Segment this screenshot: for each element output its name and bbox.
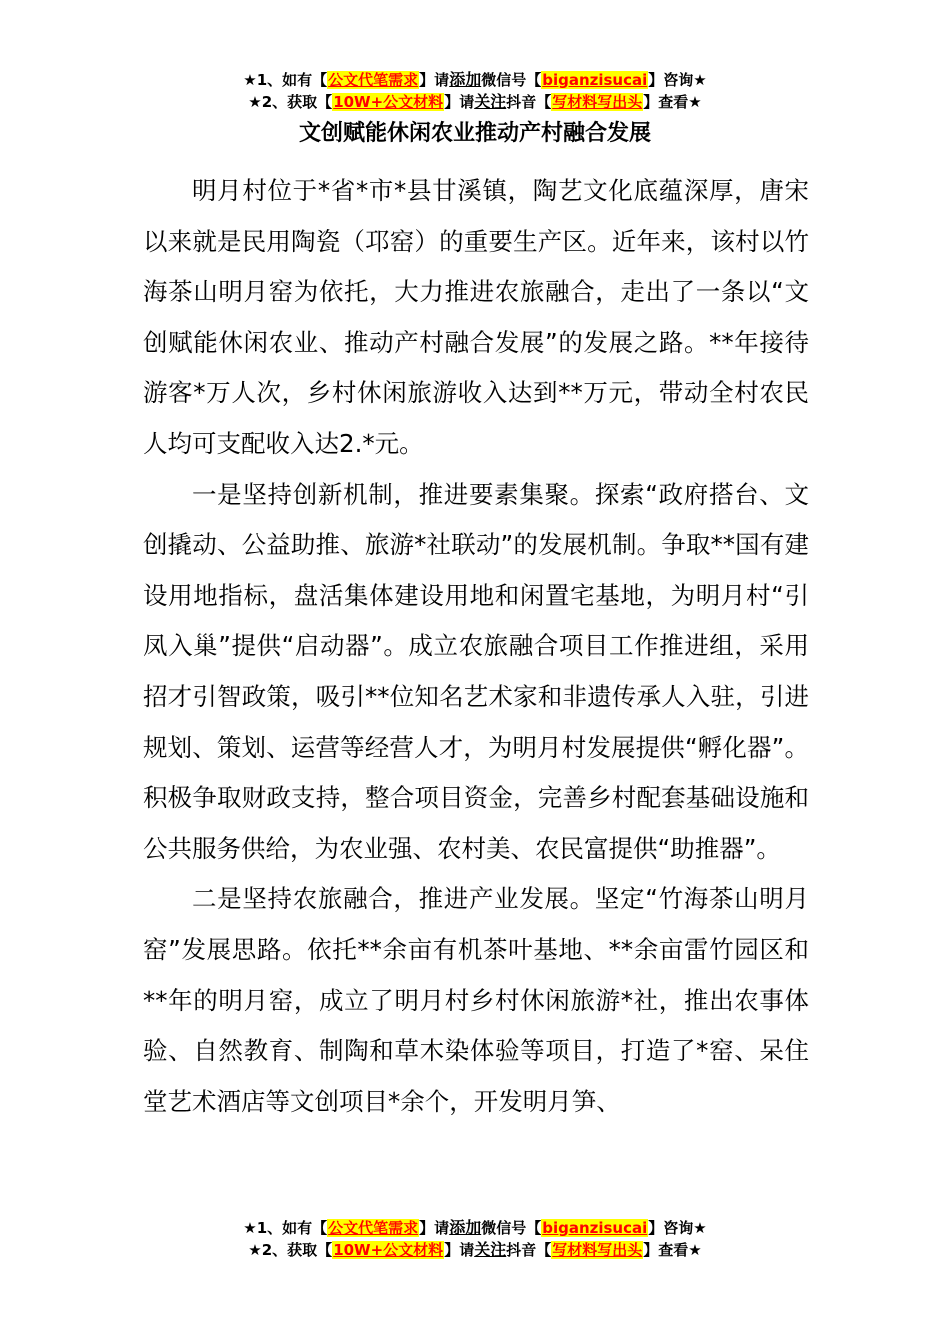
highlight-link-writing-service[interactable]: 公文代笔需求	[328, 71, 419, 89]
promo-text: 】咨询★	[648, 71, 707, 89]
highlight-link-materials[interactable]: 10W+公文材料	[333, 93, 444, 111]
promo-emphasis: 关注	[474, 92, 507, 111]
promo-text: 微信号【	[481, 1219, 542, 1237]
promo-line-2	[0, 91, 950, 113]
promo-text: ★1、如有【	[243, 1219, 328, 1237]
promo-text: ★2、获取【	[248, 1241, 333, 1259]
promo-text: 】请	[419, 1219, 450, 1237]
promo-text: 】咨询★	[648, 1219, 707, 1237]
promo-text: 抖音【	[506, 1241, 552, 1259]
highlight-link-douyin[interactable]: 写材料写出头	[552, 93, 643, 111]
paragraph-intro: 明月村位于*省*市*县甘溪镇，陶艺文化底蕴深厚，唐宋以来就是民用陶瓷（邛窑）的重要生产区。近年来，该村以竹海茶山明月窑为依托，大力推进农旅融合，走出了一条以“文创赋能休闲农业、推动产村融合发展”的发展之路。**年接待游客*万人次，乡村休闲旅游收入达到**万元，带动全村农民人均可支配收入达2.*元。	[143, 176, 809, 458]
promo-text: 】查看★	[643, 93, 702, 111]
promo-text: 】查看★	[643, 1241, 702, 1259]
paragraph-mechanism: 一是坚持创新机制，推进要素集聚。探索“政府搭台、文创撬动、公益助推、旅游*社联动”的发展机制。争取**国有建设用地指标，盘活集体建设用地和闲置宅基地，为明月村“引凤入巢”提供“启动器”。成立农旅融合项目工作推进组，采用招才引智政策，吸引**位知名艺术家和非遗传承人入驻，引进规划、策划、运营等经营人才，为明月村发展提供“孵化器”。积极争取财政支持，整合项目资金，完善乡村配套基础设施和公共服务供给，为农业强、农村美、农民富提供“助推器”。	[143, 479, 809, 863]
promo-text: ★1、如有【	[243, 71, 328, 89]
promo-line-2	[0, 1239, 950, 1261]
promo-text: 微信号【	[481, 71, 542, 89]
promo-header	[0, 69, 950, 113]
highlight-link-wechat-id[interactable]: biganzisucai	[542, 1219, 648, 1237]
promo-emphasis: 添加	[449, 70, 482, 89]
promo-emphasis: 关注	[474, 1240, 507, 1259]
promo-footer	[0, 1217, 950, 1261]
highlight-link-writing-service[interactable]: 公文代笔需求	[328, 1219, 419, 1237]
highlight-link-wechat-id[interactable]: biganzisucai	[542, 71, 648, 89]
promo-line-1	[0, 1217, 950, 1239]
highlight-link-materials[interactable]: 10W+公文材料	[333, 1241, 444, 1259]
promo-text: 】请	[444, 93, 475, 111]
promo-text: 抖音【	[506, 93, 552, 111]
promo-text: 】请	[444, 1241, 475, 1259]
highlight-link-douyin[interactable]: 写材料写出头	[552, 1241, 643, 1259]
document-title: 文创赋能休闲农业推动产村融合发展	[298, 121, 651, 146]
promo-text: 】请	[419, 71, 450, 89]
promo-text: ★2、获取【	[248, 93, 333, 111]
promo-line-1	[0, 69, 950, 91]
paragraph-agritourism: 二是坚持农旅融合，推进产业发展。坚定“竹海茶山明月窑”发展思路。依托**余亩有机茶叶基地、**余亩雷竹园区和**年的明月窑，成立了明月村乡村休闲旅游*社，推出农事体验、自然教育、制陶和草木染体验等项目，打造了*窑、呆住堂艺术酒店等文创项目*余个，开发明月笋、	[143, 884, 809, 1116]
promo-emphasis: 添加	[449, 1218, 482, 1237]
document-body	[143, 166, 809, 1127]
